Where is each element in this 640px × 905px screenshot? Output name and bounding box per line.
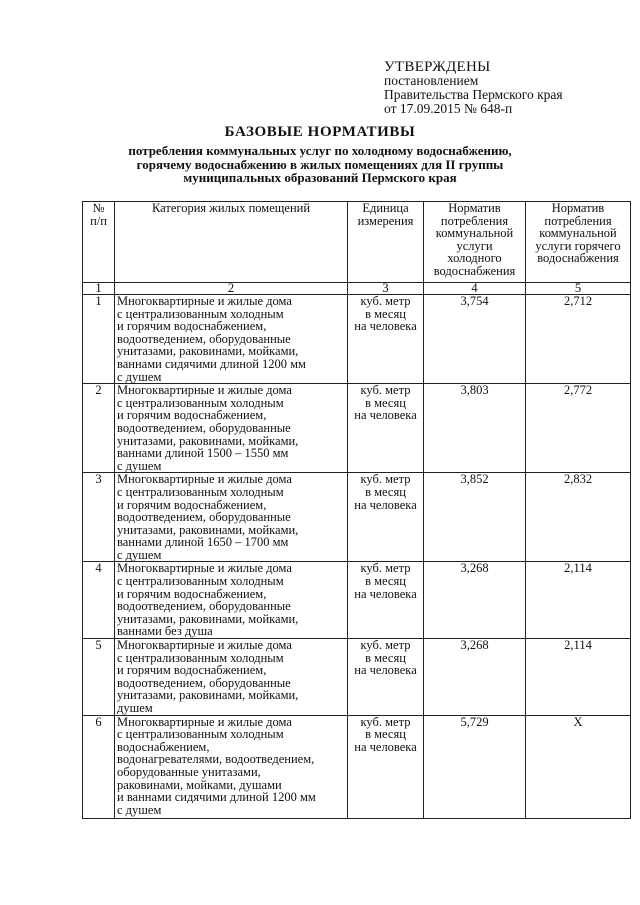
row-unit: куб. метр в месяц на человека: [348, 715, 424, 818]
row-hot-value: 2,114: [526, 562, 631, 639]
row-category: Многоквартирные и жилые дома с централизованным холодным и горячим водоснабжением, водоотведением, оборудованные унитазами, раковинами, мойками, ваннами без душа: [115, 562, 348, 639]
row-category: Многоквартирные и жилые дома с централизованным холодным и горячим водоснабжением, водоотведением, оборудованные унитазами, раковинами, мойками, душем: [115, 639, 348, 716]
subtitle-line: потребления коммунальных услуг по холодному водоснабжению,: [128, 143, 512, 158]
row-cold-value: 3,268: [424, 562, 526, 639]
column-number: 1: [83, 283, 115, 295]
row-number: 1: [83, 295, 115, 384]
row-category: Многоквартирные и жилые дома с централизованным холодным и горячим водоснабжением, водоотведением, оборудованные унитазами, раковинами, мойками, ваннами сидячими длиной 1200 мм с душем: [115, 295, 348, 384]
row-category: Многоквартирные и жилые дома с централизованным холодным и горячим водоснабжением, водоотведением, оборудованные унитазами, раковинами, мойками, ваннами длиной 1650 – 1700 мм с душем: [115, 473, 348, 562]
row-unit: куб. метр в месяц на человека: [348, 295, 424, 384]
document-title: БАЗОВЫЕ НОРМАТИВЫ: [224, 124, 416, 140]
row-cold-value: 5,729: [424, 715, 526, 818]
row-hot-value: 2,832: [526, 473, 631, 562]
approval-line: Правительства Пермского края: [384, 87, 563, 102]
table-row: [83, 715, 631, 818]
table-row: [83, 639, 631, 716]
row-cold-value: 3,803: [424, 384, 526, 473]
row-unit: куб. метр в месяц на человека: [348, 473, 424, 562]
column-number-row: [83, 283, 631, 295]
row-unit: куб. метр в месяц на человека: [348, 562, 424, 639]
row-cold-value: 3,268: [424, 639, 526, 716]
header-unit: Единица измерения: [348, 202, 424, 283]
header-number: № п/п: [83, 202, 115, 283]
table-header-row: [83, 202, 631, 283]
table-row: [83, 562, 631, 639]
row-number: 6: [83, 715, 115, 818]
row-category: Многоквартирные и жилые дома с централизованным холодным водоснабжением, водонагревателями, водоотведением, оборудованные унитазами, раковинами, мойками, душами и ваннами сидячими длиной 1200 мм с душем: [115, 715, 348, 818]
norms-table: [82, 201, 631, 819]
row-cold-value: 3,852: [424, 473, 526, 562]
table-row: [83, 384, 631, 473]
approval-heading: УТВЕРЖДЕНЫ: [384, 59, 491, 75]
header-category: Категория жилых помещений: [115, 202, 348, 283]
column-number: 4: [424, 283, 526, 295]
subtitle-line: муниципальных образований Пермского края: [183, 170, 457, 185]
approval-line: постановлением: [384, 73, 479, 88]
header-hot-water: Норматив потребления коммунальной услуги горячего водоснабжения: [526, 202, 631, 283]
column-number: 5: [526, 283, 631, 295]
row-hot-value: 2,712: [526, 295, 631, 384]
row-number: 5: [83, 639, 115, 716]
row-number: 2: [83, 384, 115, 473]
row-number: 4: [83, 562, 115, 639]
document-subtitle: [60, 144, 580, 185]
table-row: [83, 473, 631, 562]
approval-date: от 17.09.2015 № 648-п: [384, 101, 513, 116]
row-hot-value: 2,772: [526, 384, 631, 473]
row-unit: куб. метр в месяц на человека: [348, 384, 424, 473]
header-cold-water: Норматив потребления коммунальной услуги холодного водоснабжения: [424, 202, 526, 283]
row-cold-value: 3,754: [424, 295, 526, 384]
row-hot-value: Х: [526, 715, 631, 818]
subtitle-line: горячему водоснабжению в жилых помещениях для II группы: [136, 156, 504, 172]
table-row: [83, 295, 631, 384]
row-number: 3: [83, 473, 115, 562]
column-number: 2: [115, 283, 348, 295]
row-hot-value: 2,114: [526, 639, 631, 716]
row-unit: куб. метр в месяц на человека: [348, 639, 424, 716]
column-number: 3: [348, 283, 424, 295]
row-category: Многоквартирные и жилые дома с централизованным холодным и горячим водоснабжением, водоотведением, оборудованные унитазами, раковинами, мойками, ваннами длиной 1500 – 1550 мм с душем: [115, 384, 348, 473]
approval-stamp: [384, 60, 563, 116]
